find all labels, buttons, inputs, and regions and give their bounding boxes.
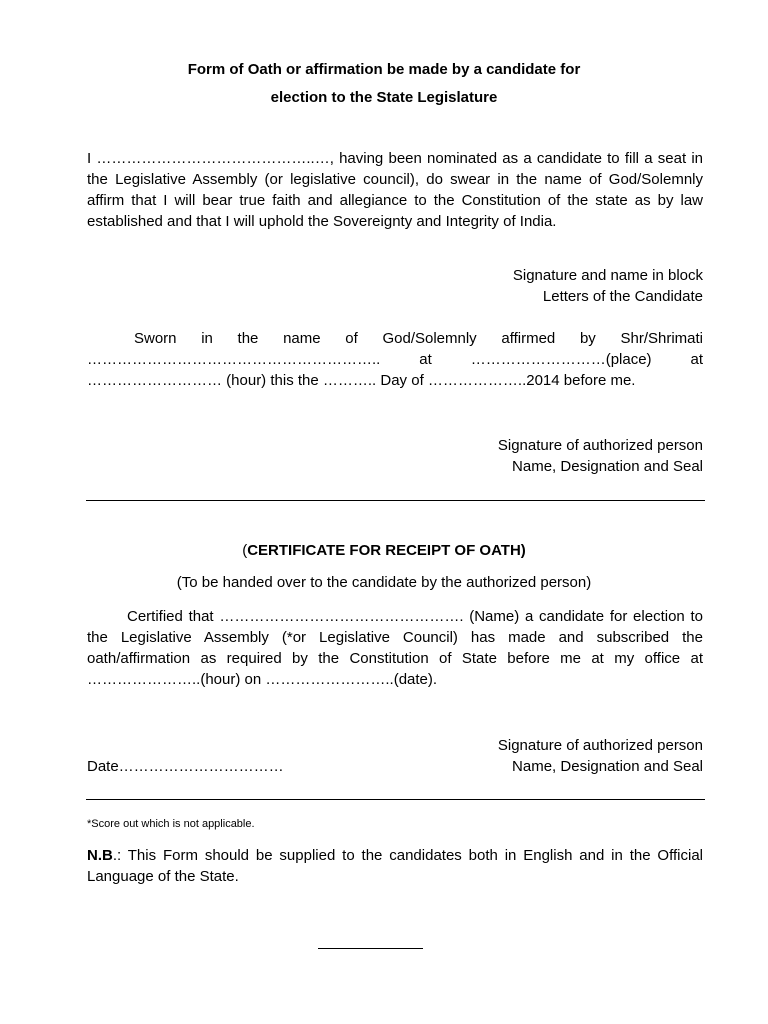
nb-text: .: This Form should be supplied to the candidates both in English and in the Official Language of the State. <box>87 847 703 885</box>
authorized-signature-label-1: Signature of authorized person <box>497 437 703 454</box>
sworn-line-1: Sworn in the name of God/Solemnly affirmed by Shr/Shrimati <box>134 330 703 347</box>
authorized-designation-label-2: Name, Designation and Seal <box>512 758 703 775</box>
nb-label: N.B <box>87 847 113 864</box>
footnote: *Score out which is not applicable. <box>87 818 255 830</box>
certificate-heading <box>0 540 768 561</box>
nb-paragraph <box>87 845 703 887</box>
certificate-heading-text: CERTIFICATE FOR RECEIPT OF OATH) <box>247 542 526 559</box>
certificate-paragraph: Certified that …………………………………………. (Name) a candidate for election to the Legislative Assembly (*or Legislative Council) has made and subscribed the oath/affirmation as required by the Constitution of State before me at my office at …………………..(hour) on ……………………..(date). <box>87 608 703 688</box>
candidate-signature-label-1: Signature and name in block <box>512 267 703 284</box>
certificate-subheading: (To be handed over to the candidate by the authorized person) <box>176 574 592 591</box>
authorized-designation-label-1: Name, Designation and Seal <box>512 458 703 475</box>
certificate-heading-paren: ( <box>242 542 248 559</box>
date-field-label: Date…………………………… <box>87 758 284 775</box>
sworn-line-3: ……………………… (hour) this the ……….. Day of ………………..2014 before me. <box>87 372 636 389</box>
oath-paragraph: I ……………………………………..…, having been nominated as a candidate to fill a seat in the Legislative Assembly (or legislative council), do swear in the name of God/Solemnly affirm that I will bear true faith and allegiance to the Constitution of the state as by law established and that I will uphold the Sovereignty and Integrity of India. <box>87 150 703 230</box>
authorized-signature-label-2: Signature of authorized person <box>497 737 703 754</box>
section-divider-2 <box>86 799 705 800</box>
form-title-line-2: election to the State Legislature <box>270 89 498 106</box>
bottom-short-rule <box>318 948 423 949</box>
candidate-signature-label-2: Letters of the Candidate <box>542 288 703 305</box>
form-title-line-1: Form of Oath or affirmation be made by a candidate for <box>187 61 581 78</box>
sworn-line-2: ………………………………………………….. at ………………………(place) at <box>87 351 703 368</box>
section-divider-1 <box>86 500 705 501</box>
